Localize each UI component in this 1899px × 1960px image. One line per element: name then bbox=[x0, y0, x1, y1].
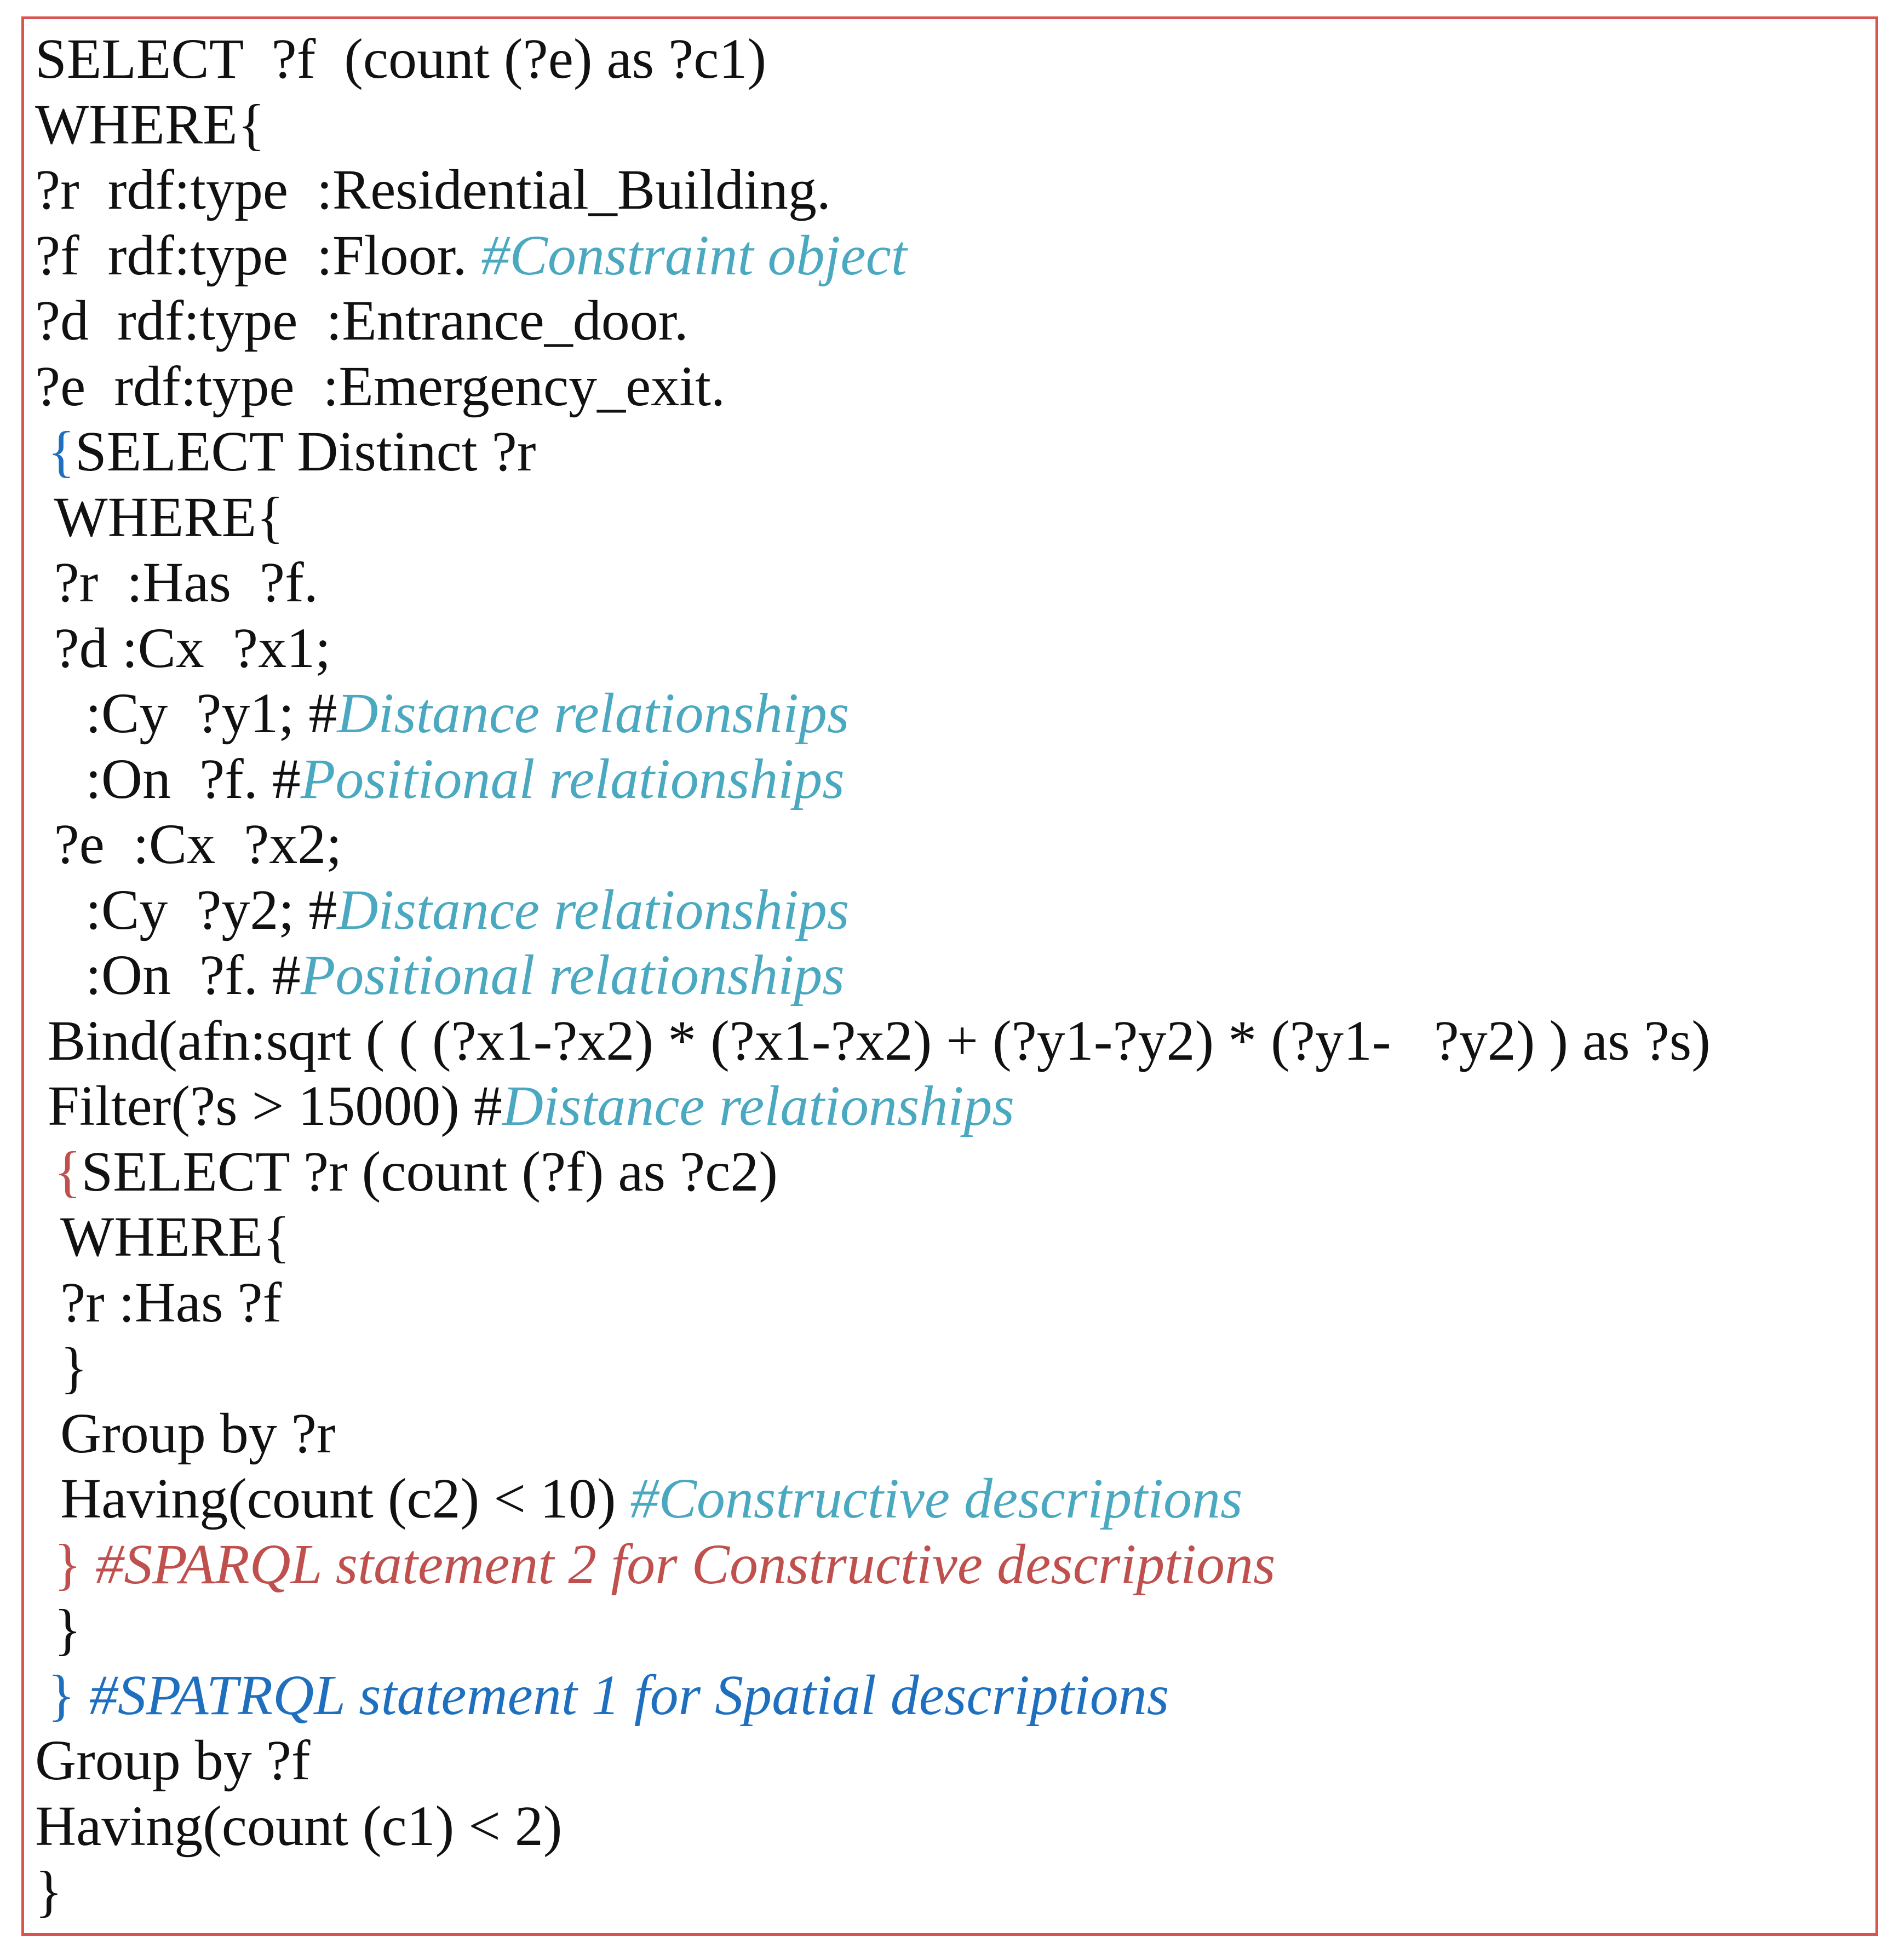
code-token: :Cy ?y1; # bbox=[85, 682, 337, 745]
code-token: } bbox=[48, 1663, 89, 1727]
code-token: WHERE{ bbox=[60, 1205, 290, 1268]
code-comment: Distance relationships bbox=[502, 1074, 1014, 1137]
code-token: ?d rdf:type :Entrance_door. bbox=[35, 289, 689, 352]
code-token: Group by ?r bbox=[60, 1401, 336, 1465]
code-line bbox=[35, 1794, 1711, 1859]
code-line bbox=[35, 485, 1711, 550]
code-line bbox=[35, 812, 1711, 877]
code-token: ?e :Cx ?x2; bbox=[54, 813, 342, 876]
code-line bbox=[35, 681, 1711, 746]
code-token: Group by ?f bbox=[35, 1729, 311, 1792]
code-token: Filter(?s > 15000) # bbox=[48, 1074, 502, 1137]
code-token: Having(count (c2) < 10) bbox=[60, 1467, 630, 1530]
code-line bbox=[35, 1270, 1711, 1336]
code-line bbox=[35, 1859, 1711, 1924]
code-line bbox=[35, 157, 1711, 223]
code-token: WHERE{ bbox=[35, 93, 265, 156]
code-line bbox=[35, 877, 1711, 943]
code-comment: #Constraint object bbox=[481, 223, 907, 287]
code-line bbox=[35, 550, 1711, 616]
code-token: Having(count (c1) < 2) bbox=[35, 1794, 563, 1858]
code-token: ?r rdf:type :Residential_Building. bbox=[35, 158, 831, 221]
code-token: WHERE{ bbox=[54, 485, 284, 549]
code-token: Bind(afn:sqrt ( ( (?x1-?x2) * (?x1-?x2) + (?y1-?y2) * (?y1- ?y2) ) as ?s) bbox=[48, 1009, 1711, 1072]
sparql-code-block bbox=[35, 26, 1711, 1924]
code-line bbox=[35, 1663, 1711, 1728]
code-token: ?d :Cx ?x1; bbox=[54, 616, 331, 680]
code-token: ?r :Has ?f bbox=[60, 1271, 282, 1334]
code-line bbox=[35, 746, 1711, 812]
code-line bbox=[35, 92, 1711, 158]
code-comment: Positional relationships bbox=[300, 944, 845, 1007]
code-line bbox=[35, 1532, 1711, 1597]
code-line bbox=[35, 1401, 1711, 1467]
code-line bbox=[35, 1204, 1711, 1270]
code-line bbox=[35, 1728, 1711, 1794]
code-token: ?r :Has ?f. bbox=[54, 551, 318, 614]
code-token: SELECT ?r (count (?f) as ?c2) bbox=[81, 1140, 778, 1203]
code-line bbox=[35, 1335, 1711, 1401]
code-token: ?f rdf:type :Floor. bbox=[35, 223, 481, 287]
code-line bbox=[35, 1073, 1711, 1139]
code-token: :Cy ?y2; # bbox=[85, 878, 337, 941]
code-line bbox=[35, 1597, 1711, 1663]
code-line bbox=[35, 223, 1711, 289]
code-comment: Distance relationships bbox=[337, 878, 850, 941]
code-line bbox=[35, 1139, 1711, 1205]
code-token: :On ?f. # bbox=[85, 747, 301, 811]
code-line bbox=[35, 1008, 1711, 1074]
code-line bbox=[35, 419, 1711, 485]
code-token: :On ?f. # bbox=[85, 944, 301, 1007]
code-token: } bbox=[35, 1860, 62, 1923]
code-comment: #Constructive descriptions bbox=[630, 1467, 1243, 1530]
code-token: { bbox=[54, 1140, 82, 1203]
code-comment: #SPATRQL statement 1 for Spatial descriptions bbox=[89, 1663, 1169, 1727]
code-token: } bbox=[60, 1336, 88, 1399]
code-token: SELECT ?f (count (?e) as ?c1) bbox=[35, 27, 767, 90]
code-line bbox=[35, 354, 1711, 419]
code-line bbox=[35, 288, 1711, 354]
code-token: { bbox=[48, 420, 75, 483]
code-line bbox=[35, 1466, 1711, 1532]
code-comment: Distance relationships bbox=[337, 682, 850, 745]
code-comment: #SPARQL statement 2 for Constructive descriptions bbox=[95, 1532, 1276, 1596]
code-token: } bbox=[54, 1598, 82, 1661]
code-comment: Positional relationships bbox=[300, 747, 845, 811]
code-line bbox=[35, 616, 1711, 681]
code-token: SELECT Distinct ?r bbox=[74, 420, 536, 483]
code-token: } bbox=[54, 1532, 96, 1596]
code-line bbox=[35, 26, 1711, 92]
code-line bbox=[35, 942, 1711, 1008]
code-token: ?e rdf:type :Emergency_exit. bbox=[35, 354, 726, 418]
